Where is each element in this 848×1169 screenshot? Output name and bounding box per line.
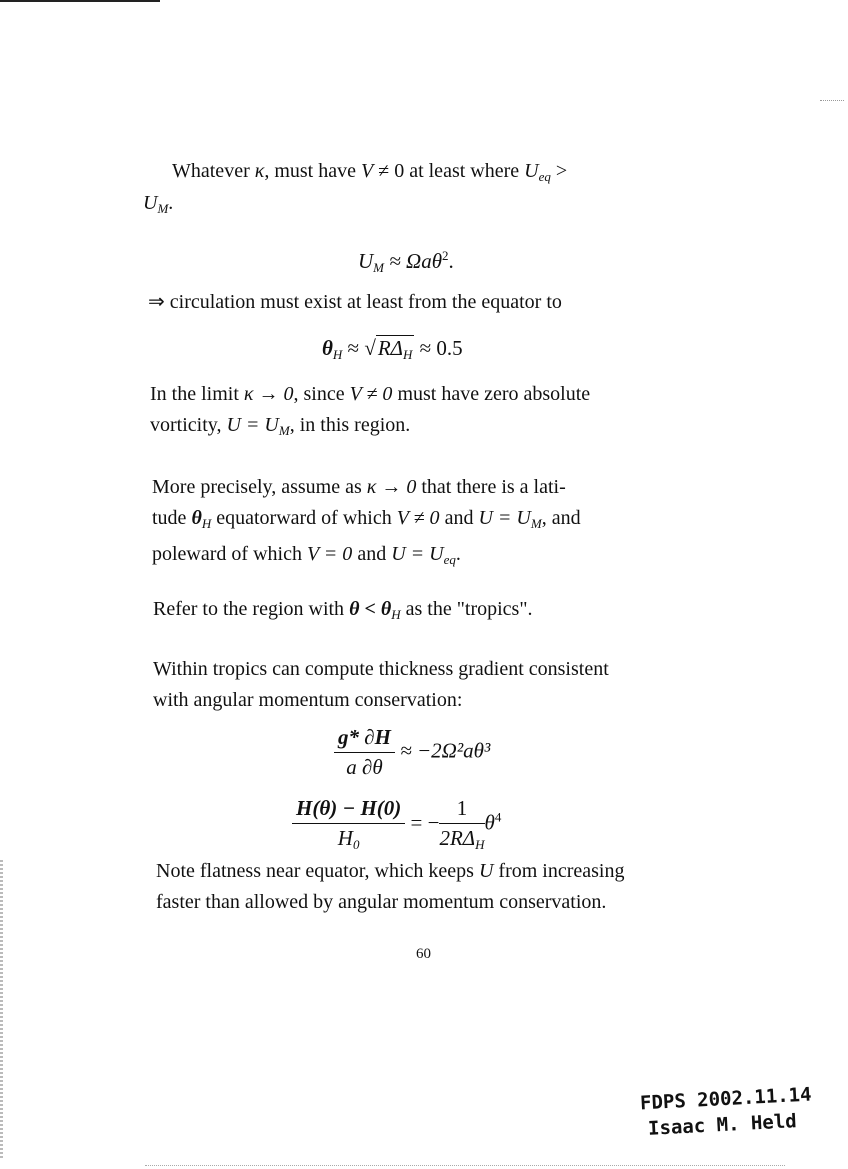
math-U: U [524, 160, 539, 182]
subscript: H [391, 607, 401, 622]
text: and [352, 543, 392, 565]
text: Note flatness near equator, which keeps [156, 860, 479, 882]
math-R-delta: RΔ [377, 336, 404, 360]
paragraph-1-cont [143, 188, 688, 224]
text: faster than allowed by angular momentum conservation. [156, 891, 607, 913]
handwritten-stamp-line-1: FDPS 2002.11.14 [639, 1083, 813, 1115]
subscript: eq [443, 552, 456, 567]
text: equatorward of which [211, 507, 397, 529]
text: poleward of which [152, 543, 307, 565]
math-U: U [478, 860, 494, 882]
subscript: M [530, 516, 542, 531]
fraction-numerator: 1 [439, 796, 484, 824]
text: . [448, 249, 454, 273]
text: circulation must exist at least from the equator to [164, 291, 562, 313]
equation-1 [358, 248, 454, 276]
text: Whatever [172, 160, 255, 182]
fraction-denominator: a ∂θ [346, 755, 383, 779]
scan-edge-mark [0, 0, 160, 2]
text: , since [293, 383, 350, 405]
text: as the "tropics". [400, 598, 533, 620]
implies-arrow: ⇒ [148, 291, 165, 313]
math-equals-minus: = − [405, 810, 440, 835]
paragraph-2 [148, 287, 693, 318]
math-U: U [143, 192, 158, 214]
text: , and [541, 507, 581, 529]
equation-2 [322, 336, 463, 363]
math-approx-sqrt: ≈ √ [342, 336, 376, 360]
fraction-denominator: H [337, 826, 353, 850]
text: , must have [264, 160, 361, 182]
text: that there is a lati- [416, 476, 566, 498]
text: . [168, 192, 174, 214]
text: In the limit [150, 383, 244, 405]
subscript: M [157, 201, 169, 216]
superscript: 4 [494, 809, 502, 825]
subscript: H [475, 837, 485, 852]
fraction-denominator: 2RΔ [439, 826, 476, 850]
text: Within tropics can compute thickness gradient consistent [153, 658, 609, 680]
math-V: V ≠ 0 [396, 507, 440, 529]
text: vorticity, [150, 414, 227, 436]
text: ≈ 0.5 [414, 336, 463, 360]
math-theta: θ [191, 507, 202, 529]
math-theta: θ < θ [349, 598, 392, 620]
text: More precisely, assume as [152, 476, 367, 498]
fraction [334, 725, 395, 780]
paragraph-1 [172, 156, 692, 192]
text: with angular momentum conservation: [153, 689, 463, 711]
math-U: U = U [391, 543, 444, 565]
fraction-numerator: H(θ) − H(0) [292, 796, 405, 824]
math-V: V [361, 160, 374, 182]
equation-4 [292, 796, 501, 853]
text: from increasing [493, 860, 625, 882]
scan-edge-mark [820, 100, 844, 101]
subscript: 0 [352, 837, 360, 852]
subscript: H [201, 516, 212, 531]
scan-edge-mark [145, 1165, 785, 1166]
text: Refer to the region with [153, 598, 350, 620]
math-V: V = 0 [306, 543, 353, 565]
math-V: V ≠ 0 [349, 383, 393, 405]
subscript: eq [538, 169, 551, 184]
page-number: 60 [416, 946, 431, 962]
handwritten-stamp-line-2: Isaac M. Held [647, 1110, 798, 1140]
math-kappa: κ → 0 [366, 476, 417, 498]
scan-edge-mark [0, 860, 3, 1160]
math-kappa: κ [254, 160, 265, 182]
math-theta: θ [484, 810, 495, 835]
math-rhs: ≈ −2Ω²aθ³ [394, 738, 491, 763]
subscript: M [373, 260, 385, 275]
math-kappa: κ → 0 [243, 383, 294, 405]
paragraph-7 [156, 856, 701, 918]
text: > [550, 160, 568, 182]
text: ≠ 0 at least where [373, 160, 525, 182]
text: must have zero absolute [392, 383, 591, 405]
paragraph-4 [152, 472, 697, 575]
fraction-numerator: g* ∂H [334, 725, 395, 753]
text: . [455, 543, 461, 565]
superscript: 2 [442, 248, 449, 263]
subscript: H [403, 347, 413, 362]
math-theta: θ [322, 336, 333, 360]
math-U: U = U [226, 414, 279, 436]
subscript: M [278, 423, 290, 438]
paragraph-3 [150, 379, 695, 446]
math-rhs: ≈ Ωaθ [384, 249, 443, 273]
math-U: U [358, 249, 374, 273]
paragraph-5 [153, 594, 698, 630]
text: tude [152, 507, 192, 529]
text: , in this region. [289, 414, 411, 436]
fraction [292, 796, 405, 853]
equation-3 [334, 725, 490, 780]
math-U: U = U [478, 507, 531, 529]
text: and [439, 507, 479, 529]
fraction [439, 796, 484, 853]
subscript: H [332, 347, 343, 362]
paragraph-6 [153, 654, 698, 716]
